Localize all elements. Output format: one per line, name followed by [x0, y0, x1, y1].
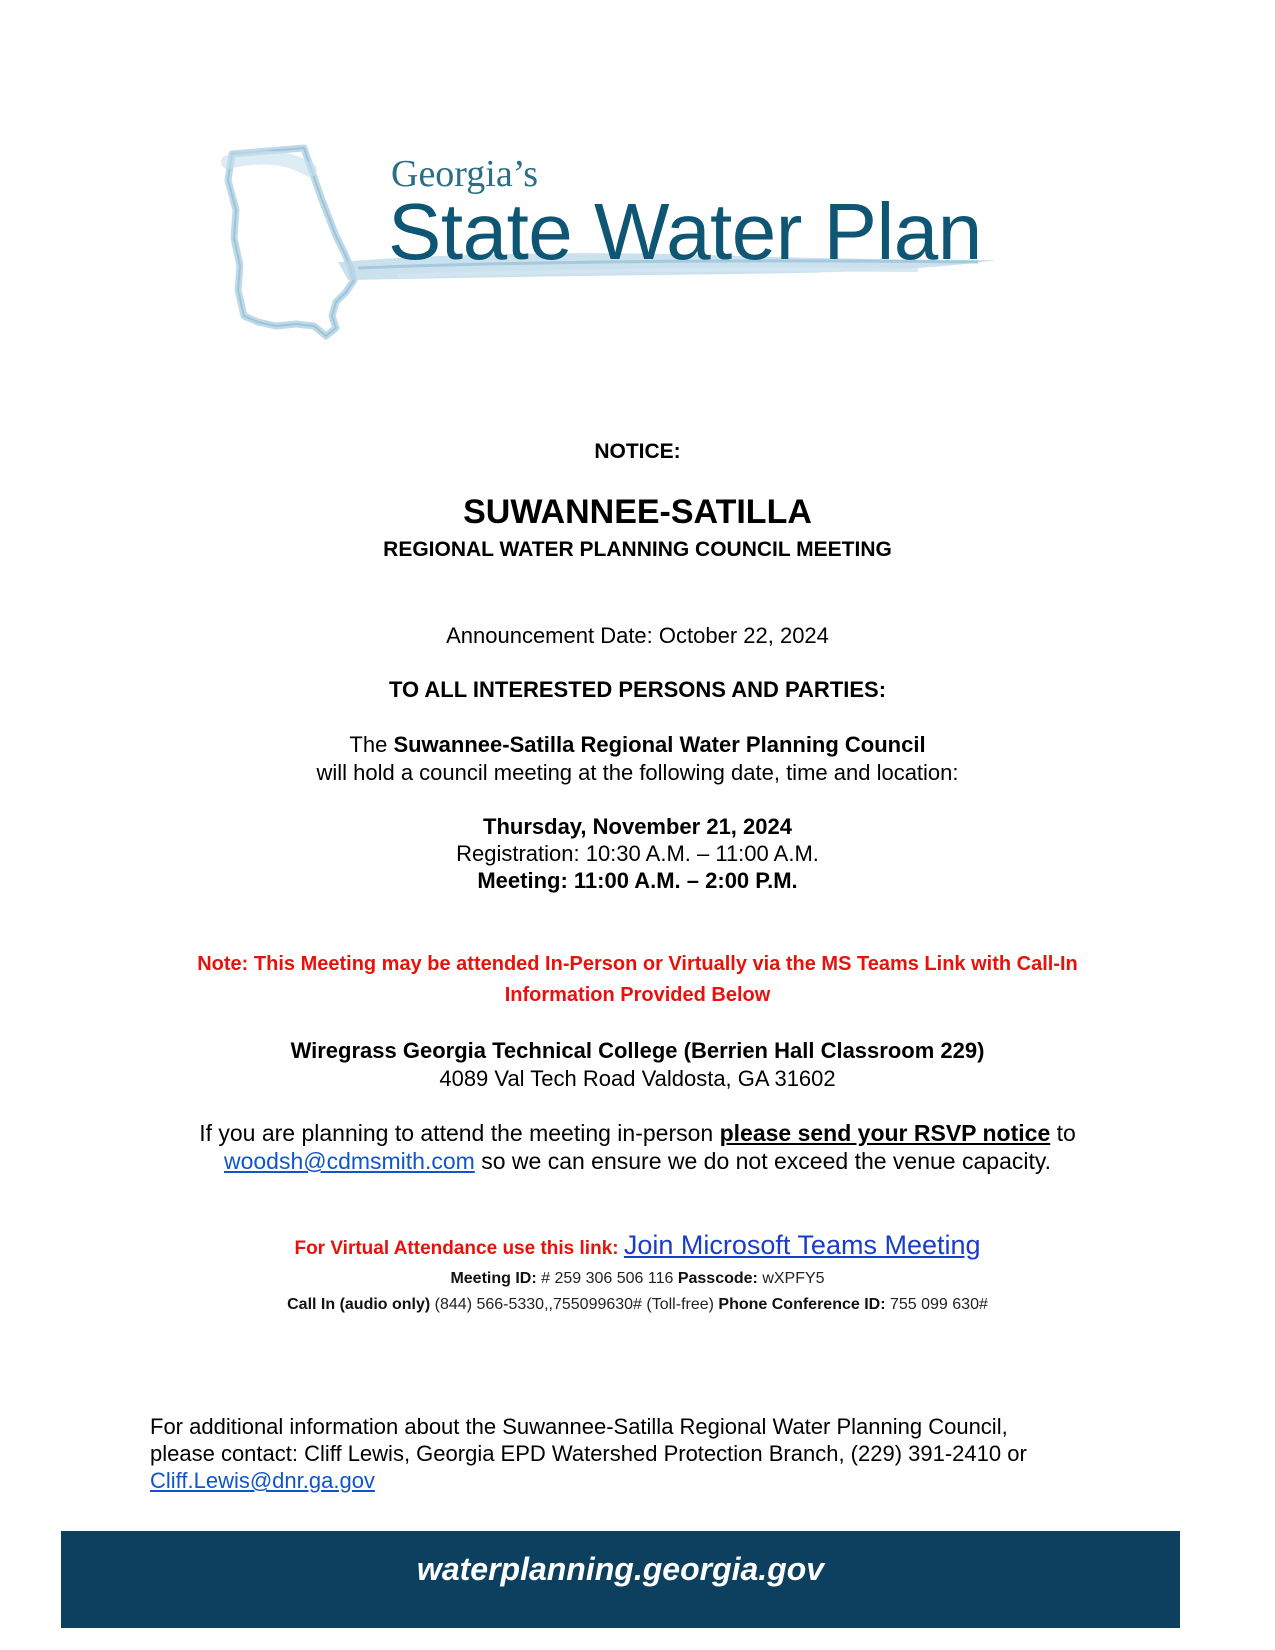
venue-address: 4089 Val Tech Road Valdosta, GA 31602 — [439, 1066, 836, 1091]
intro-council-name: Suwannee-Satilla Regional Water Planning Council — [393, 732, 926, 757]
virtual-attendance-line — [0, 1230, 1275, 1261]
state-water-plan-logo — [218, 140, 1048, 365]
meeting-date: Thursday, November 21, 2024 — [483, 814, 792, 839]
note-line-1: Note: This Meeting may be attended In-Person or Virtually via the MS Teams Link with Call-In — [197, 953, 1078, 975]
notice-label: NOTICE: — [594, 440, 681, 463]
contact-info — [150, 1413, 1027, 1494]
virtual-label: For Virtual Attendance use this link: — [294, 1238, 624, 1259]
council-title: SUWANNEE-SATILLA — [463, 493, 812, 531]
footer-banner — [61, 1531, 1180, 1628]
note-line-2: Information Provided Below — [504, 984, 771, 1006]
venue-name: Wiregrass Georgia Technical College (Berrien Hall Classroom 229) — [290, 1038, 985, 1063]
to-all-heading: TO ALL INTERESTED PERSONS AND PARTIES: — [388, 677, 887, 702]
intro-line — [0, 732, 1275, 758]
rsvp-line-1 — [0, 1120, 1275, 1147]
intro-prefix: The — [349, 732, 394, 757]
meeting-id-value: # 259 306 506 116 — [536, 1270, 678, 1287]
registration-time: Registration: 10:30 A.M. – 11:00 A.M. — [456, 841, 819, 866]
rsvp-line-2 — [0, 1148, 1275, 1175]
meeting-id-label: Meeting ID: — [450, 1270, 537, 1287]
rsvp-line2-rest: so we can ensure we do not exceed the venue capacity. — [474, 1148, 1052, 1174]
call-in-label: Call In (audio only) — [287, 1296, 431, 1313]
passcode-value: wXPFY5 — [757, 1270, 825, 1287]
announcement-date: Announcement Date: October 22, 2024 — [446, 623, 829, 648]
rsvp-bold-text: please send your RSVP notice — [719, 1120, 1051, 1146]
meeting-time: Meeting: 11:00 A.M. – 2:00 P.M. — [477, 868, 798, 893]
call-in-line — [0, 1296, 1275, 1314]
logo-georgias-text: Georgia’s — [391, 153, 539, 195]
conference-id-value: 755 099 630# — [885, 1296, 988, 1313]
contact-email-link[interactable]: Cliff.Lewis@dnr.ga.gov — [150, 1468, 375, 1493]
logo-state-water-plan-text: State Water Plan — [388, 187, 982, 276]
rsvp-email-link[interactable]: woodsh@cdmsmith.com — [223, 1148, 475, 1174]
footer-url[interactable]: waterplanning.georgia.gov — [416, 1551, 825, 1587]
rsvp-prefix: If you are planning to attend the meeting in-person — [199, 1120, 720, 1146]
passcode-label: Passcode: — [677, 1270, 758, 1287]
contact-line-2: please contact: Cliff Lewis, Georgia EPD Watershed Protection Branch, (229) 391-2410 or — [150, 1441, 1027, 1466]
intro-line-2: will hold a council meeting at the following date, time and location: — [316, 760, 959, 785]
meeting-id-line — [0, 1270, 1275, 1288]
teams-meeting-link[interactable]: Join Microsoft Teams Meeting — [623, 1230, 981, 1260]
call-in-number: (844) 566-5330,,755099630# (Toll-free) — [430, 1296, 719, 1313]
conference-id-label: Phone Conference ID: — [718, 1296, 886, 1313]
rsvp-suffix: to — [1050, 1120, 1076, 1146]
council-subtitle: REGIONAL WATER PLANNING COUNCIL MEETING — [383, 538, 892, 561]
contact-line-1: For additional information about the Suwannee-Satilla Regional Water Planning Council, — [150, 1414, 1008, 1439]
